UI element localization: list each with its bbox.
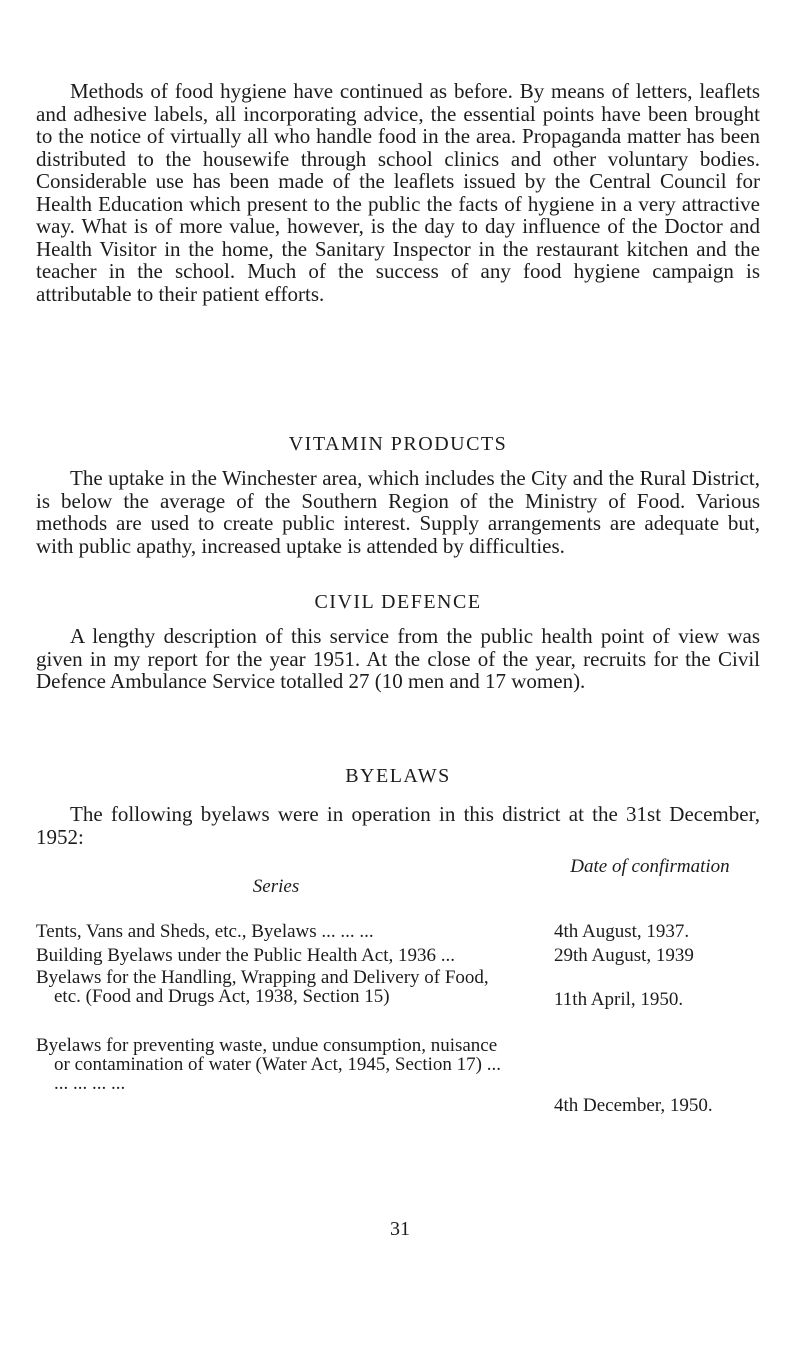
- civil-defence-heading: CIVIL DEFENCE: [314, 591, 482, 613]
- byelaw-series: Building Byelaws under the Public Health Act, 1936 ...: [36, 945, 456, 966]
- byelaw-series: Byelaws for preventing waste, undue consumption, nuisance or contamination of water (Water Act, 1945, Section 17) ... ... ... ... ...: [36, 1035, 501, 1094]
- byelaws-intro-paragraph: The following byelaws were in operation in this district at the 31st December, 1952:: [36, 802, 760, 849]
- food-hygiene-paragraph: Methods of food hygiene have continued as before. By means of letters, leaflets and adhesive labels, all incorporating advice, the essential points have been brought to the notice of virtually all who handle food in the area. Propaganda matter has been distributed to the housewife through school clinics and other voluntary bodies. Considerable use has been made of the leaflets issued by the Central Council for Health Education which present to the public the facts of hygiene in a very attractive way. What is of more value, however, is the day to day influence of the Doctor and Health Visitor in the home, the Sanitary Inspector in the restaurant kitchen and the teacher in the school. Much of the success of any food hygiene campaign is attributable to their patient efforts.: [36, 79, 760, 306]
- vitamin-products-heading: VITAMIN PRODUCTS: [288, 433, 508, 455]
- vitamin-products-paragraph: The uptake in the Winchester area, which includes the City and the Rural District, is below the average of the Southern Region of the Ministry of Food. Various methods are used to create public interest. Supply arrangements are adequate but, with public apathy, increased uptake is attended by difficulties.: [36, 466, 760, 558]
- civil-defence-paragraph: A lengthy description of this service from the public health point of view was given in my report for the year 1951. At the close of the year, recruits for the Civil Defence Ambulance Service totalled 27 (10 men and 17 women).: [36, 624, 760, 693]
- page-number: 31: [390, 1218, 410, 1240]
- confirmation-date: 4th August, 1937.: [554, 921, 690, 942]
- confirmation-date: 11th April, 1950.: [554, 989, 684, 1010]
- byelaw-series: Byelaws for the Handling, Wrapping and Delivery of Food, etc. (Food and Drugs Act, 1938, Section 15): [36, 967, 489, 1007]
- date-column-header: Date of confirmation: [570, 856, 730, 877]
- byelaws-heading: BYELAWS: [345, 765, 451, 787]
- confirmation-date: 29th August, 1939: [554, 945, 694, 966]
- byelaw-series: Tents, Vans and Sheds, etc., Byelaws ... ... ...: [36, 921, 374, 942]
- series-column-header: Series: [252, 876, 300, 897]
- confirmation-date: 4th December, 1950.: [554, 1095, 713, 1116]
